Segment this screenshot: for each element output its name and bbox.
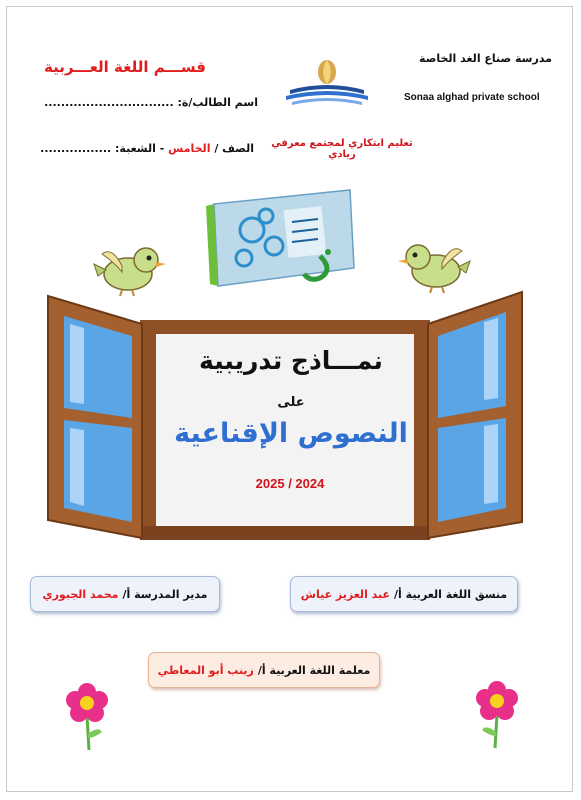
class-label: الصف / bbox=[214, 142, 254, 155]
student-name-label: اسم الطالب/ة: bbox=[177, 96, 258, 109]
student-name-field[interactable] bbox=[28, 96, 258, 109]
principal-name: محمد الجبوري bbox=[42, 587, 119, 601]
flower-icon bbox=[62, 682, 112, 752]
section-blank[interactable]: ................. bbox=[40, 142, 112, 155]
coordinator-name: عبد العزيز عياش bbox=[300, 587, 391, 601]
student-name-blank[interactable]: ............................... bbox=[44, 96, 174, 109]
teacher-name: زينب أبو المعاطي bbox=[157, 663, 254, 677]
school-slogan: تعليم ابتكاري لمجتمع معرفي ريادي bbox=[271, 138, 413, 160]
class-line bbox=[22, 142, 254, 155]
cover-subject: النصوص الإقناعية bbox=[174, 418, 408, 449]
school-name-english: Sonaa alghad private school bbox=[404, 92, 540, 103]
school-name-arabic: مدرسة صناع الغد الخاصة bbox=[419, 52, 552, 65]
academic-year: 2025 / 2024 bbox=[255, 476, 325, 491]
school-logo-icon bbox=[282, 56, 372, 114]
teacher-label: معلمة اللغة العربية أ/ bbox=[257, 663, 371, 677]
flower-icon bbox=[472, 680, 522, 750]
class-value: الخامس bbox=[168, 142, 211, 155]
department-title: قســـم اللغة العـــربية bbox=[44, 58, 206, 76]
teacher-card bbox=[148, 652, 380, 688]
open-window-illustration bbox=[44, 270, 526, 552]
cover-connector: على bbox=[277, 395, 305, 410]
cover-title: نمـــاذج تدريبية bbox=[199, 346, 383, 375]
coordinator-label: منسق اللغة العربية أ/ bbox=[394, 587, 508, 601]
section-label: - الشعبة: bbox=[115, 142, 165, 155]
principal-card bbox=[30, 576, 220, 612]
coordinator-card bbox=[290, 576, 518, 612]
principal-label: مدير المدرسة أ/ bbox=[122, 587, 208, 601]
